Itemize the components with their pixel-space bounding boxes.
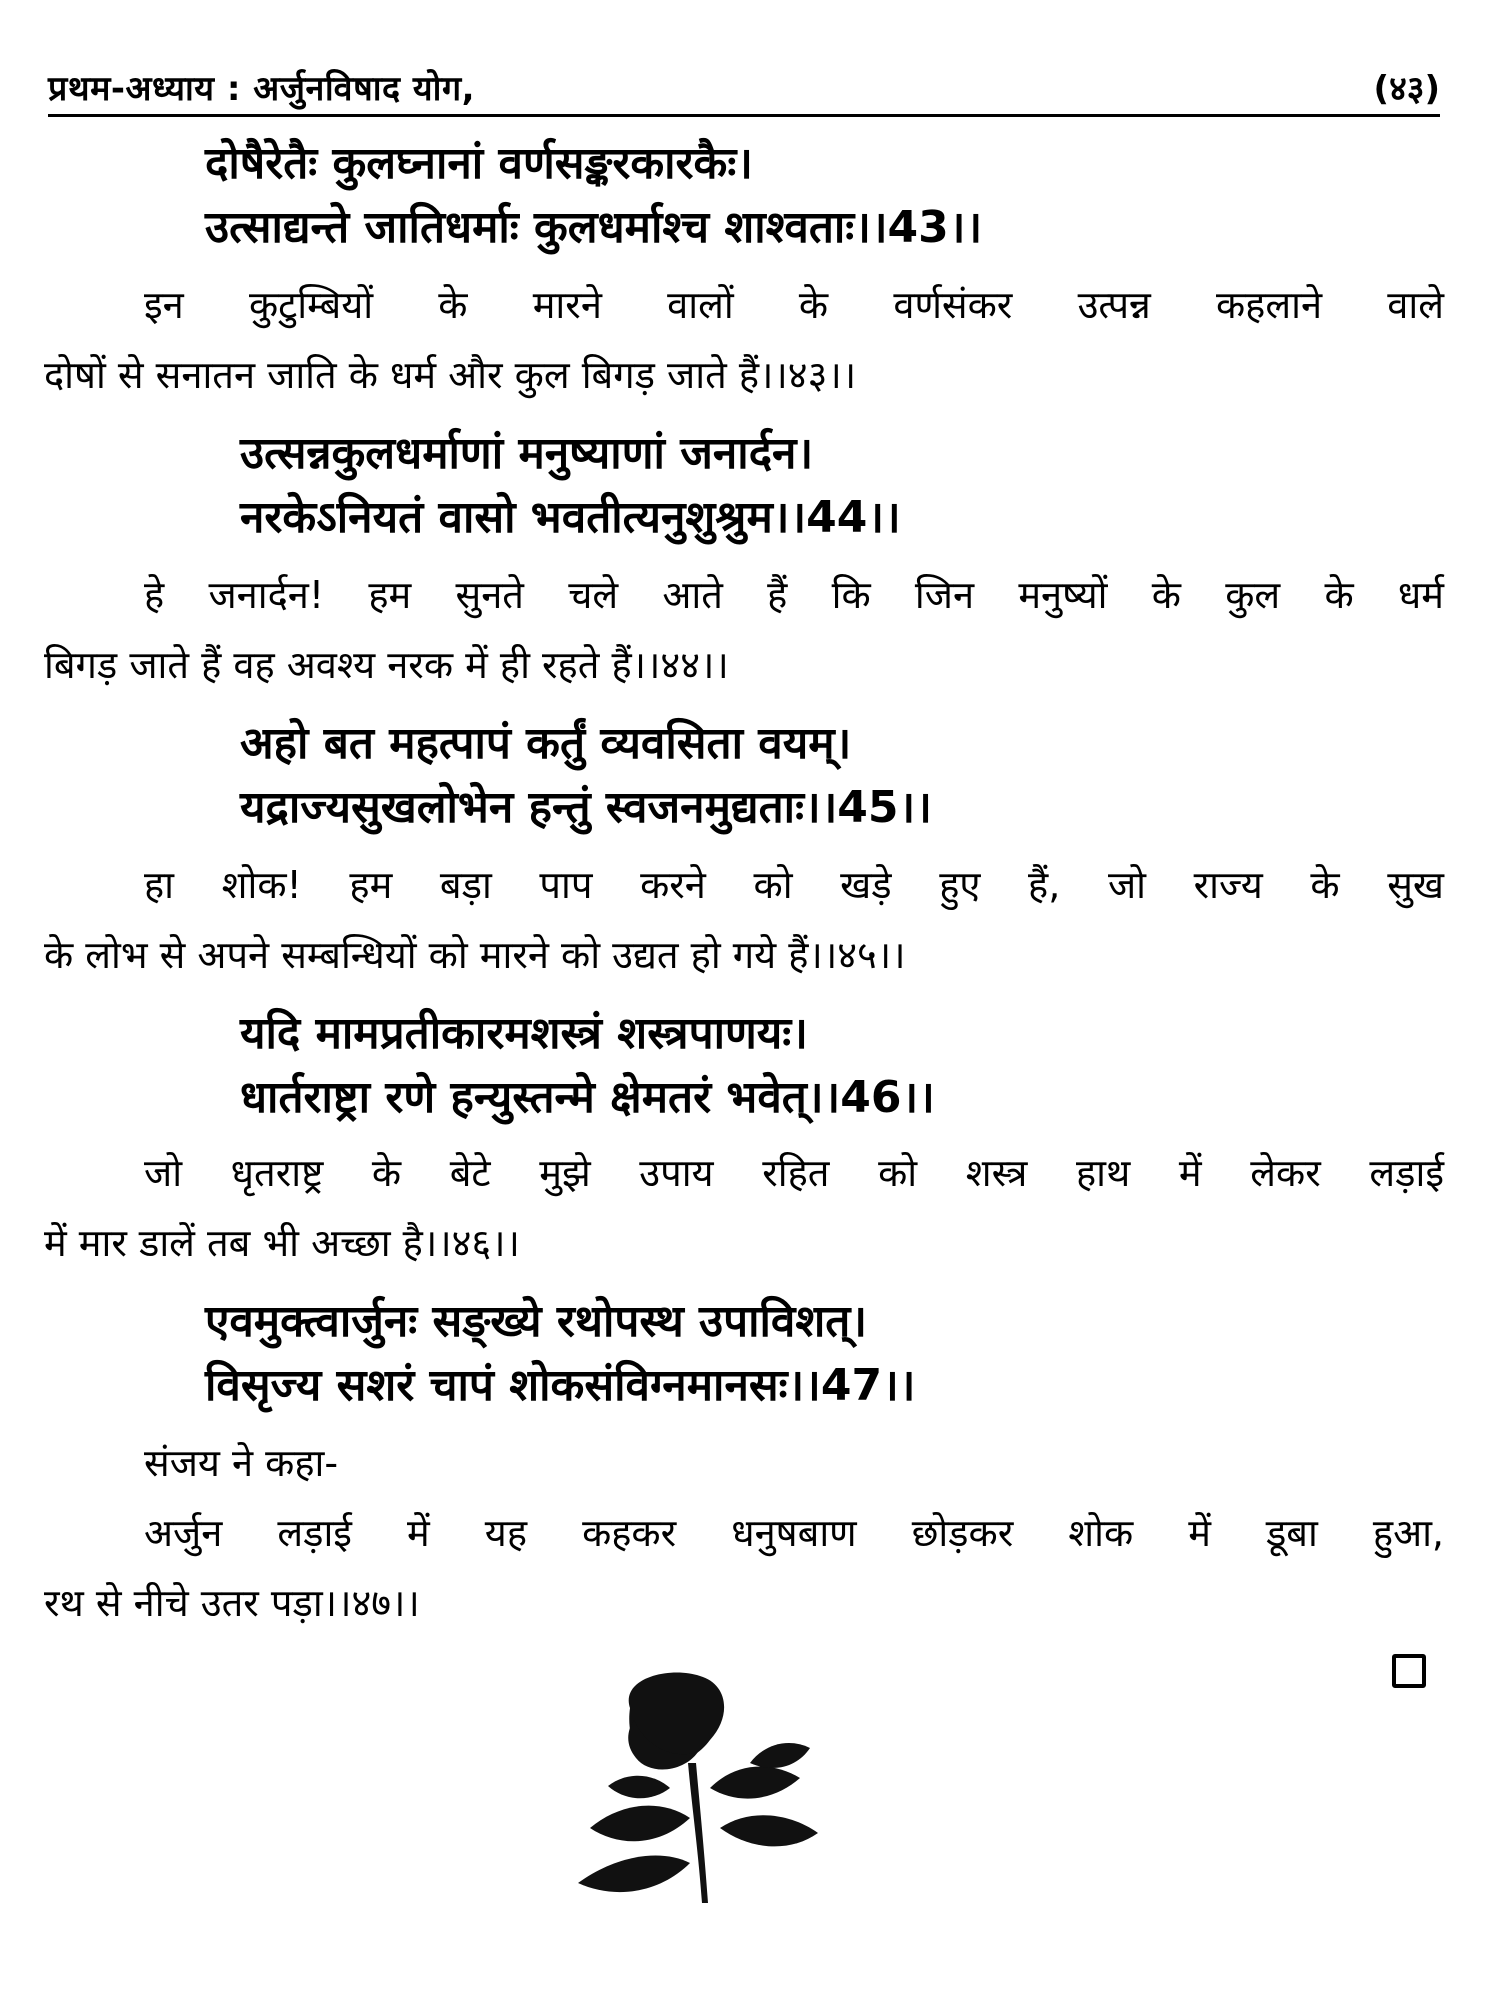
translation-line: में मार डालें तब भी अच्छा है।।४६।। [44,1221,520,1265]
translation-line: अर्जुन लड़ाई में यह कहकर धनुषबाण छोड़कर शोक में डूबा हुआ, [144,1511,1444,1555]
translation-45 [44,850,1444,990]
translation-line: जो धृतराष्ट्र के बेटे मुझे उपाय रहित को शस्त्र हाथ में लेकर लड़ाई [144,1151,1444,1195]
verse-45 [0,712,1500,840]
square-end-mark-icon [1392,1654,1426,1688]
verse-line: उत्सन्नकुलधर्माणां मनुष्याणां जनार्दन। [240,428,814,479]
translation-line: बिगड़ जाते हैं वह अवश्य नरक में ही रहते हैं।।४४।। [44,643,729,687]
translation-44 [44,560,1444,700]
verse-line: नरकेऽनियतं वासो भवतीत्यनुशुश्रुम।।44।। [240,492,901,543]
verse-46 [0,1002,1500,1130]
verse-44 [0,422,1500,550]
page-header [48,54,1440,117]
translation-line: रथ से नीचे उतर पड़ा।।४७।। [44,1581,420,1625]
translation-line: दोषों से सनातन जाति के धर्म और कुल बिगड़ जाते हैं।।४३।। [44,353,857,397]
chapter-title: प्रथम-अध्याय : अर्जुनविषाद योग, [48,69,476,109]
translation-46 [44,1138,1444,1278]
verse-line: विसृज्य सशरं चापं शोकसंविग्नमानसः।।47।। [205,1360,916,1411]
verse-line: एवमुक्त्वार्जुनः सङ्ख्ये रथोपस्थ उपाविशत्। [205,1296,868,1347]
verse-47 [0,1290,1500,1418]
verse-line: यद्राज्यसुखलोभेन हन्तुं स्वजनमुद्यताः।।45।। [240,782,932,833]
verse-line: दोषैरेतैः कुलघ्नानां वर्णसङ्करकारकैः। [205,138,753,189]
translation-43 [44,270,1444,410]
translation-line: हे जनार्दन! हम सुनते चले आते हैं कि जिन मनुष्यों के कुल के धर्म [144,573,1444,617]
verse-43 [0,132,1500,260]
translation-line: इन कुटुम्बियों के मारने वालों के वर्णसंकर उत्पन्न कहलाने वाले [144,283,1444,327]
rose-icon [560,1668,860,1908]
translation-47 [44,1428,1444,1638]
page-number: (४३) [1373,69,1440,109]
speaker-label: संजय ने कहा- [144,1441,339,1485]
verse-line: यदि मामप्रतीकारमशस्त्रं शस्त्रपाणयः। [240,1008,808,1059]
verse-line: अहो बत महत्पापं कर्तुं व्यवसिता वयम्। [240,718,852,769]
translation-line: के लोभ से अपने सम्बन्धियों को मारने को उद्यत हो गये हैं।।४५।। [44,933,906,977]
verse-line: उत्साद्यन्ते जातिधर्माः कुलधर्माश्च शाश्वताः।।43।। [205,202,983,253]
translation-line: हा शोक! हम बड़ा पाप करने को खड़े हुए हैं, जो राज्य के सुख [144,863,1444,907]
verse-line: धार्तराष्ट्रा रणे हन्युस्तन्मे क्षेमतरं भवेत्।।46।। [240,1072,935,1123]
